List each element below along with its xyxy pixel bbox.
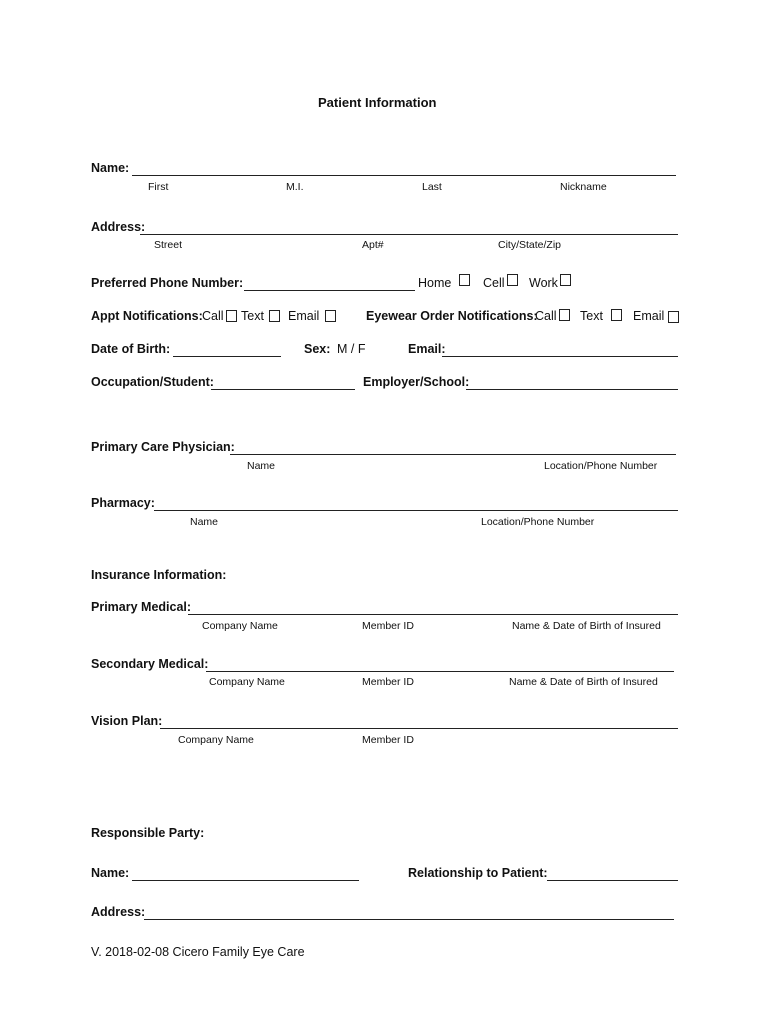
- primary-medical-field[interactable]: [188, 614, 678, 615]
- eyewear-notifications-label: Eyewear Order Notifications:: [366, 309, 538, 323]
- pharmacy-label: Pharmacy:: [91, 496, 155, 510]
- eyewear-text-checkbox[interactable]: [611, 309, 622, 321]
- responsible-name-label: Name:: [91, 866, 130, 880]
- employer-field[interactable]: [466, 389, 678, 390]
- secondary-medical-member-caption: Member ID: [362, 676, 414, 688]
- phone-work-checkbox[interactable]: [560, 274, 571, 286]
- dob-field[interactable]: [173, 356, 281, 357]
- dob-label: Date of Birth:: [91, 342, 171, 356]
- vision-plan-label: Vision Plan:: [91, 714, 163, 728]
- responsible-address-field[interactable]: [144, 919, 674, 920]
- address-label: Address:: [91, 220, 146, 234]
- appt-call-checkbox[interactable]: [226, 310, 237, 322]
- page-title: Patient Information: [318, 95, 437, 110]
- address-city-caption: City/State/Zip: [498, 239, 562, 251]
- phone-field[interactable]: [244, 290, 415, 291]
- email-label: Email:: [408, 342, 446, 356]
- pcp-location-caption: Location/Phone Number: [544, 460, 658, 472]
- name-mi-caption: M.I.: [286, 181, 304, 193]
- pharmacy-field[interactable]: [154, 510, 678, 511]
- insurance-heading: Insurance Information:: [91, 568, 227, 582]
- primary-medical-company-caption: Company Name: [202, 620, 278, 632]
- address-street-caption: Street: [154, 239, 183, 251]
- pharmacy-name-caption: Name: [190, 516, 219, 528]
- address-field[interactable]: [140, 234, 678, 235]
- phone-home-label: Home: [418, 276, 452, 290]
- footer-version: V. 2018-02-08 Cicero Family Eye Care: [91, 945, 305, 959]
- secondary-medical-label: Secondary Medical:: [91, 657, 209, 671]
- primary-medical-label: Primary Medical:: [91, 600, 192, 614]
- eyewear-email-checkbox[interactable]: [668, 311, 679, 323]
- relationship-label: Relationship to Patient:: [408, 866, 548, 880]
- name-last-caption: Last: [422, 181, 442, 193]
- phone-work-label: Work: [529, 276, 558, 290]
- phone-cell-label: Cell: [483, 276, 505, 290]
- address-apt-caption: Apt#: [362, 239, 384, 251]
- vision-company-caption: Company Name: [178, 734, 254, 746]
- primary-medical-member-caption: Member ID: [362, 620, 414, 632]
- eyewear-email-label: Email: [633, 309, 665, 323]
- responsible-address-label: Address:: [91, 905, 146, 919]
- eyewear-call-label: Call: [535, 309, 557, 323]
- secondary-medical-insured-caption: Name & Date of Birth of Insured: [509, 676, 658, 688]
- vision-member-caption: Member ID: [362, 734, 414, 746]
- occupation-field[interactable]: [211, 389, 355, 390]
- phone-label: Preferred Phone Number:: [91, 276, 244, 290]
- vision-plan-field[interactable]: [160, 728, 678, 729]
- responsible-name-field[interactable]: [132, 880, 359, 881]
- secondary-medical-field[interactable]: [206, 671, 674, 672]
- eyewear-call-checkbox[interactable]: [559, 309, 570, 321]
- phone-cell-checkbox[interactable]: [507, 274, 518, 286]
- pcp-field[interactable]: [230, 454, 676, 455]
- pcp-name-caption: Name: [247, 460, 276, 472]
- occupation-label: Occupation/Student:: [91, 375, 214, 389]
- name-first-caption: First: [148, 181, 169, 193]
- employer-label: Employer/School:: [363, 375, 470, 389]
- name-field[interactable]: [132, 175, 676, 176]
- responsible-party-heading: Responsible Party:: [91, 826, 205, 840]
- phone-home-checkbox[interactable]: [459, 274, 470, 286]
- appt-text-label: Text: [241, 309, 264, 323]
- pharmacy-location-caption: Location/Phone Number: [481, 516, 595, 528]
- appt-call-label: Call: [202, 309, 224, 323]
- pcp-label: Primary Care Physician:: [91, 440, 235, 454]
- sex-options[interactable]: M / F: [337, 342, 366, 356]
- appt-email-checkbox[interactable]: [325, 310, 336, 322]
- relationship-field[interactable]: [547, 880, 678, 881]
- appt-notifications-label: Appt Notifications:: [91, 309, 203, 323]
- name-label: Name:: [91, 161, 130, 175]
- secondary-medical-company-caption: Company Name: [209, 676, 285, 688]
- sex-label: Sex:: [304, 342, 331, 356]
- name-nickname-caption: Nickname: [560, 181, 607, 193]
- appt-email-label: Email: [288, 309, 320, 323]
- email-field[interactable]: [442, 356, 678, 357]
- primary-medical-insured-caption: Name & Date of Birth of Insured: [512, 620, 661, 632]
- eyewear-text-label: Text: [580, 309, 603, 323]
- appt-text-checkbox[interactable]: [269, 310, 280, 322]
